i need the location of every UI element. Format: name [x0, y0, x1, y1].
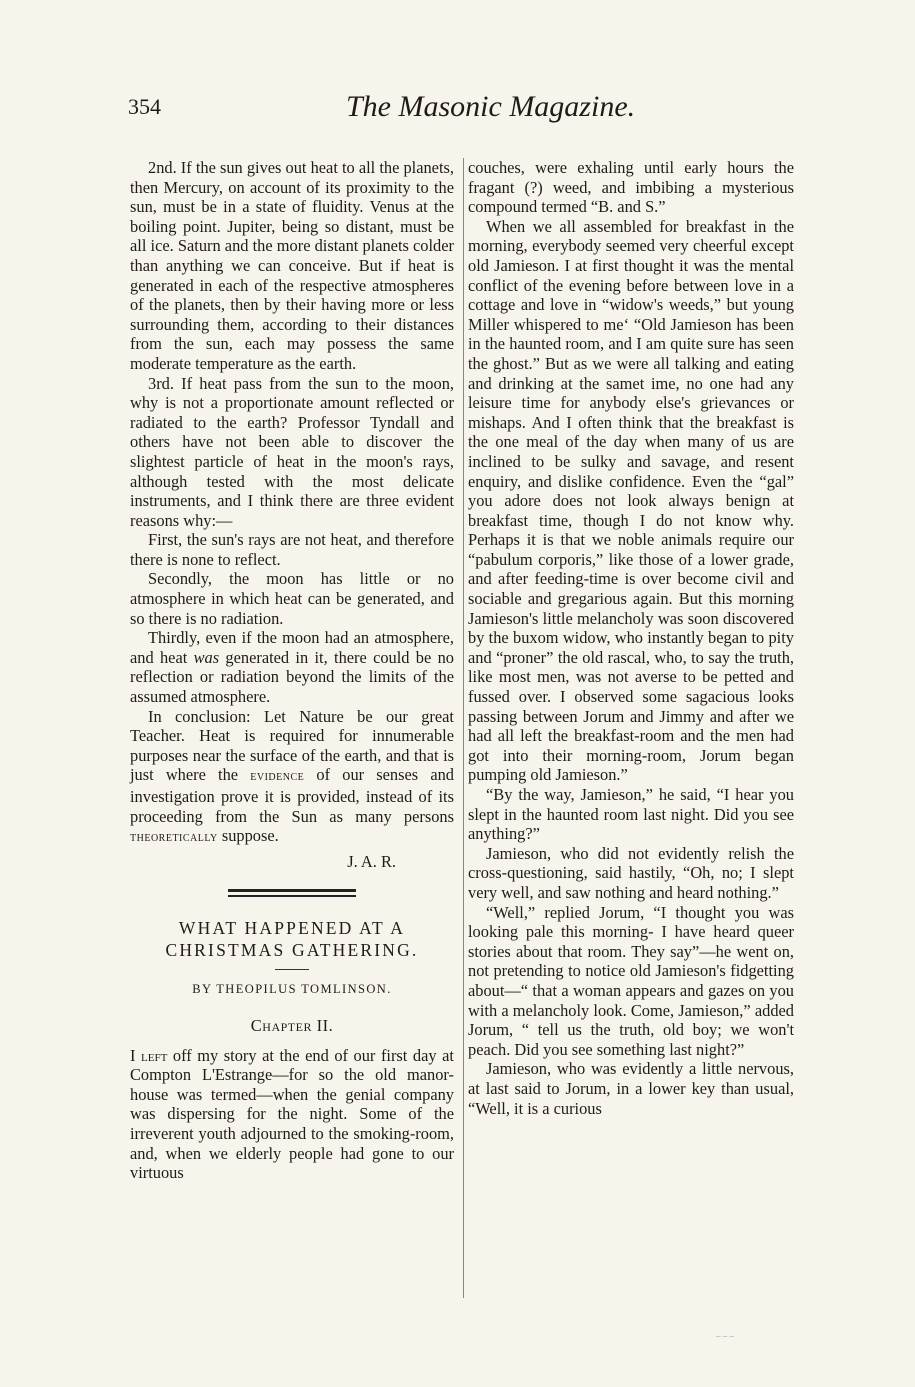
small-caps-word: theoretically — [130, 830, 218, 846]
paragraph — [130, 628, 454, 706]
page-header — [128, 90, 819, 134]
short-rule — [275, 969, 309, 970]
left-column — [130, 158, 454, 1183]
column-rule — [463, 158, 464, 1298]
page-number: 354 — [128, 94, 161, 119]
text-run: Thirdly, even if the moon had an atmosphere, and heat — [130, 628, 454, 667]
signature: J. A. R. — [347, 851, 396, 871]
paragraph — [130, 707, 454, 848]
paragraph: “By the way, Jamieson,” he said, “I hear you slept in the haunted room last night. Did you see anything?” — [468, 785, 794, 844]
lead-words: I left — [130, 1045, 168, 1065]
small-caps-word: evidence — [250, 769, 305, 785]
article-title-line: WHAT HAPPENED AT A — [178, 918, 406, 939]
text-run: In conclusion: Let Nature be our great Teacher. Heat is required for innumerable purposes near the surface of the earth, and that is just where the — [130, 706, 454, 785]
emphasis: was — [193, 647, 220, 667]
paragraph: “Well,” replied Jorum, “I thought you was looking pale this morning- I have heard queer stories about that room. They say”—he went on, not pretending to notice old Jamieson's fidgetting about—“ that a woman appears and gazes on you with a melancholy look. Come, Jamieson,” added Jorum, “ tell us the truth, old boy; we won't peach. Did you see something last night?” — [468, 902, 794, 1059]
text-run: suppose. — [217, 826, 279, 846]
paragraph: 3rd. If heat pass from the sun to the moon, why is not a proportionate amount reflected or radiated to the earth? Professor Tyndall and others have not been able to discover the slightest particle of heat in the moon's rays, although tested with the most delicate instruments, and I think there are three evident reasons why:— — [130, 373, 454, 530]
chapter-heading: Chapter II. — [250, 1015, 334, 1035]
paragraph: First, the sun's rays are not heat, and therefore there is none to reflect. — [130, 530, 454, 569]
paragraph — [130, 1046, 454, 1183]
running-title: The Masonic Magazine. — [346, 90, 636, 123]
paragraph: Secondly, the moon has little or no atmosphere in which heat can be generated, and so there is no radiation. — [130, 569, 454, 628]
paragraph: 2nd. If the sun gives out heat to all the planets, then Mercury, on account of its proximity to the sun, must be in a state of fluidity. Venus at the boiling point. Jupiter, being so distant, must be all ice. Saturn and the more distant planets colder than anything we can conceive. But if heat is generated in each of the respective atmospheres of the planets, then by their having more or less surrounding them, according to their distances from the sun, each may possess the same moderate temperature as the earth. — [130, 158, 454, 373]
paragraph: Jamieson, who was evidently a little nervous, at last said to Jorum, in a lower key than usual, “Well, it is a curious — [468, 1059, 794, 1118]
article-title-line: CHRISTMAS GATHERING. — [165, 940, 419, 961]
paragraph: Jamieson, who did not evidently relish the cross-questioning, said hastily, “Oh, no; I slept very well, and saw nothing and heard nothing.” — [468, 843, 794, 902]
print-mark: – – – — [716, 1331, 734, 1341]
section-divider — [228, 889, 356, 897]
byline: BY THEOPILUS TOMLINSON. — [192, 982, 392, 997]
text-run: off my story at the end of our first day at Compton L'Estrange—for so the old manor-house was termed—when the genial company was dispersing for the night. Some of the irreverent youth adjourned to the smoking-room, and, when we elderly people had gone to our virtuous — [130, 1045, 454, 1183]
right-column — [468, 158, 794, 1118]
paragraph: couches, were exhaling until early hours the fragant (?) weed, and imbibing a mysterious compound termed “B. and S.” — [468, 158, 794, 217]
text-run: generated in it, there could be no reflection or radiation beyond the limits of the assumed atmosphere. — [130, 647, 454, 707]
text-run: of our senses and investigation prove it is provided, instead of its proceeding from the Sun as many persons — [130, 765, 454, 826]
paragraph: When we all assembled for breakfast in the morning, everybody seemed very cheerful except old Jamieson. I at first thought it was the mental conflict of the evening before between love in a cottage and love in “widow's weeds,” but young Miller whispered to me‘ “Old Jamieson has been in the haunted room, and I am quite sure has seen the ghost.” But as we were all talking and eating and drinking at the samet ime, no one had any leisure time for anybody else's grievances or mishaps. And I often think that the breakfast is the one meal of the day when many of us are inclined to be sulky and savage, and resent enquiry, and dislike confidence. Even the “gal” you adore does not look always benign at breakfast time, though I do not know why. Perhaps it is that we noble animals require our “pabulum corporis,” like those of a lower grade, and after feeding-time is over become civil and sociable and gregarious again. But this morning Jamieson's little melancholy was soon discovered by the buxom widow, who instantly began to pity and “proner” the old rascal, who, to say the truth, like most men, was not averse to be petted and fussed over. I observed some sagacious looks passing between Jorum and Jimmy and after we had all left the breakfast-room and the men had got into their morning-room, Jorum began pumping old Jamieson.” — [468, 216, 794, 785]
